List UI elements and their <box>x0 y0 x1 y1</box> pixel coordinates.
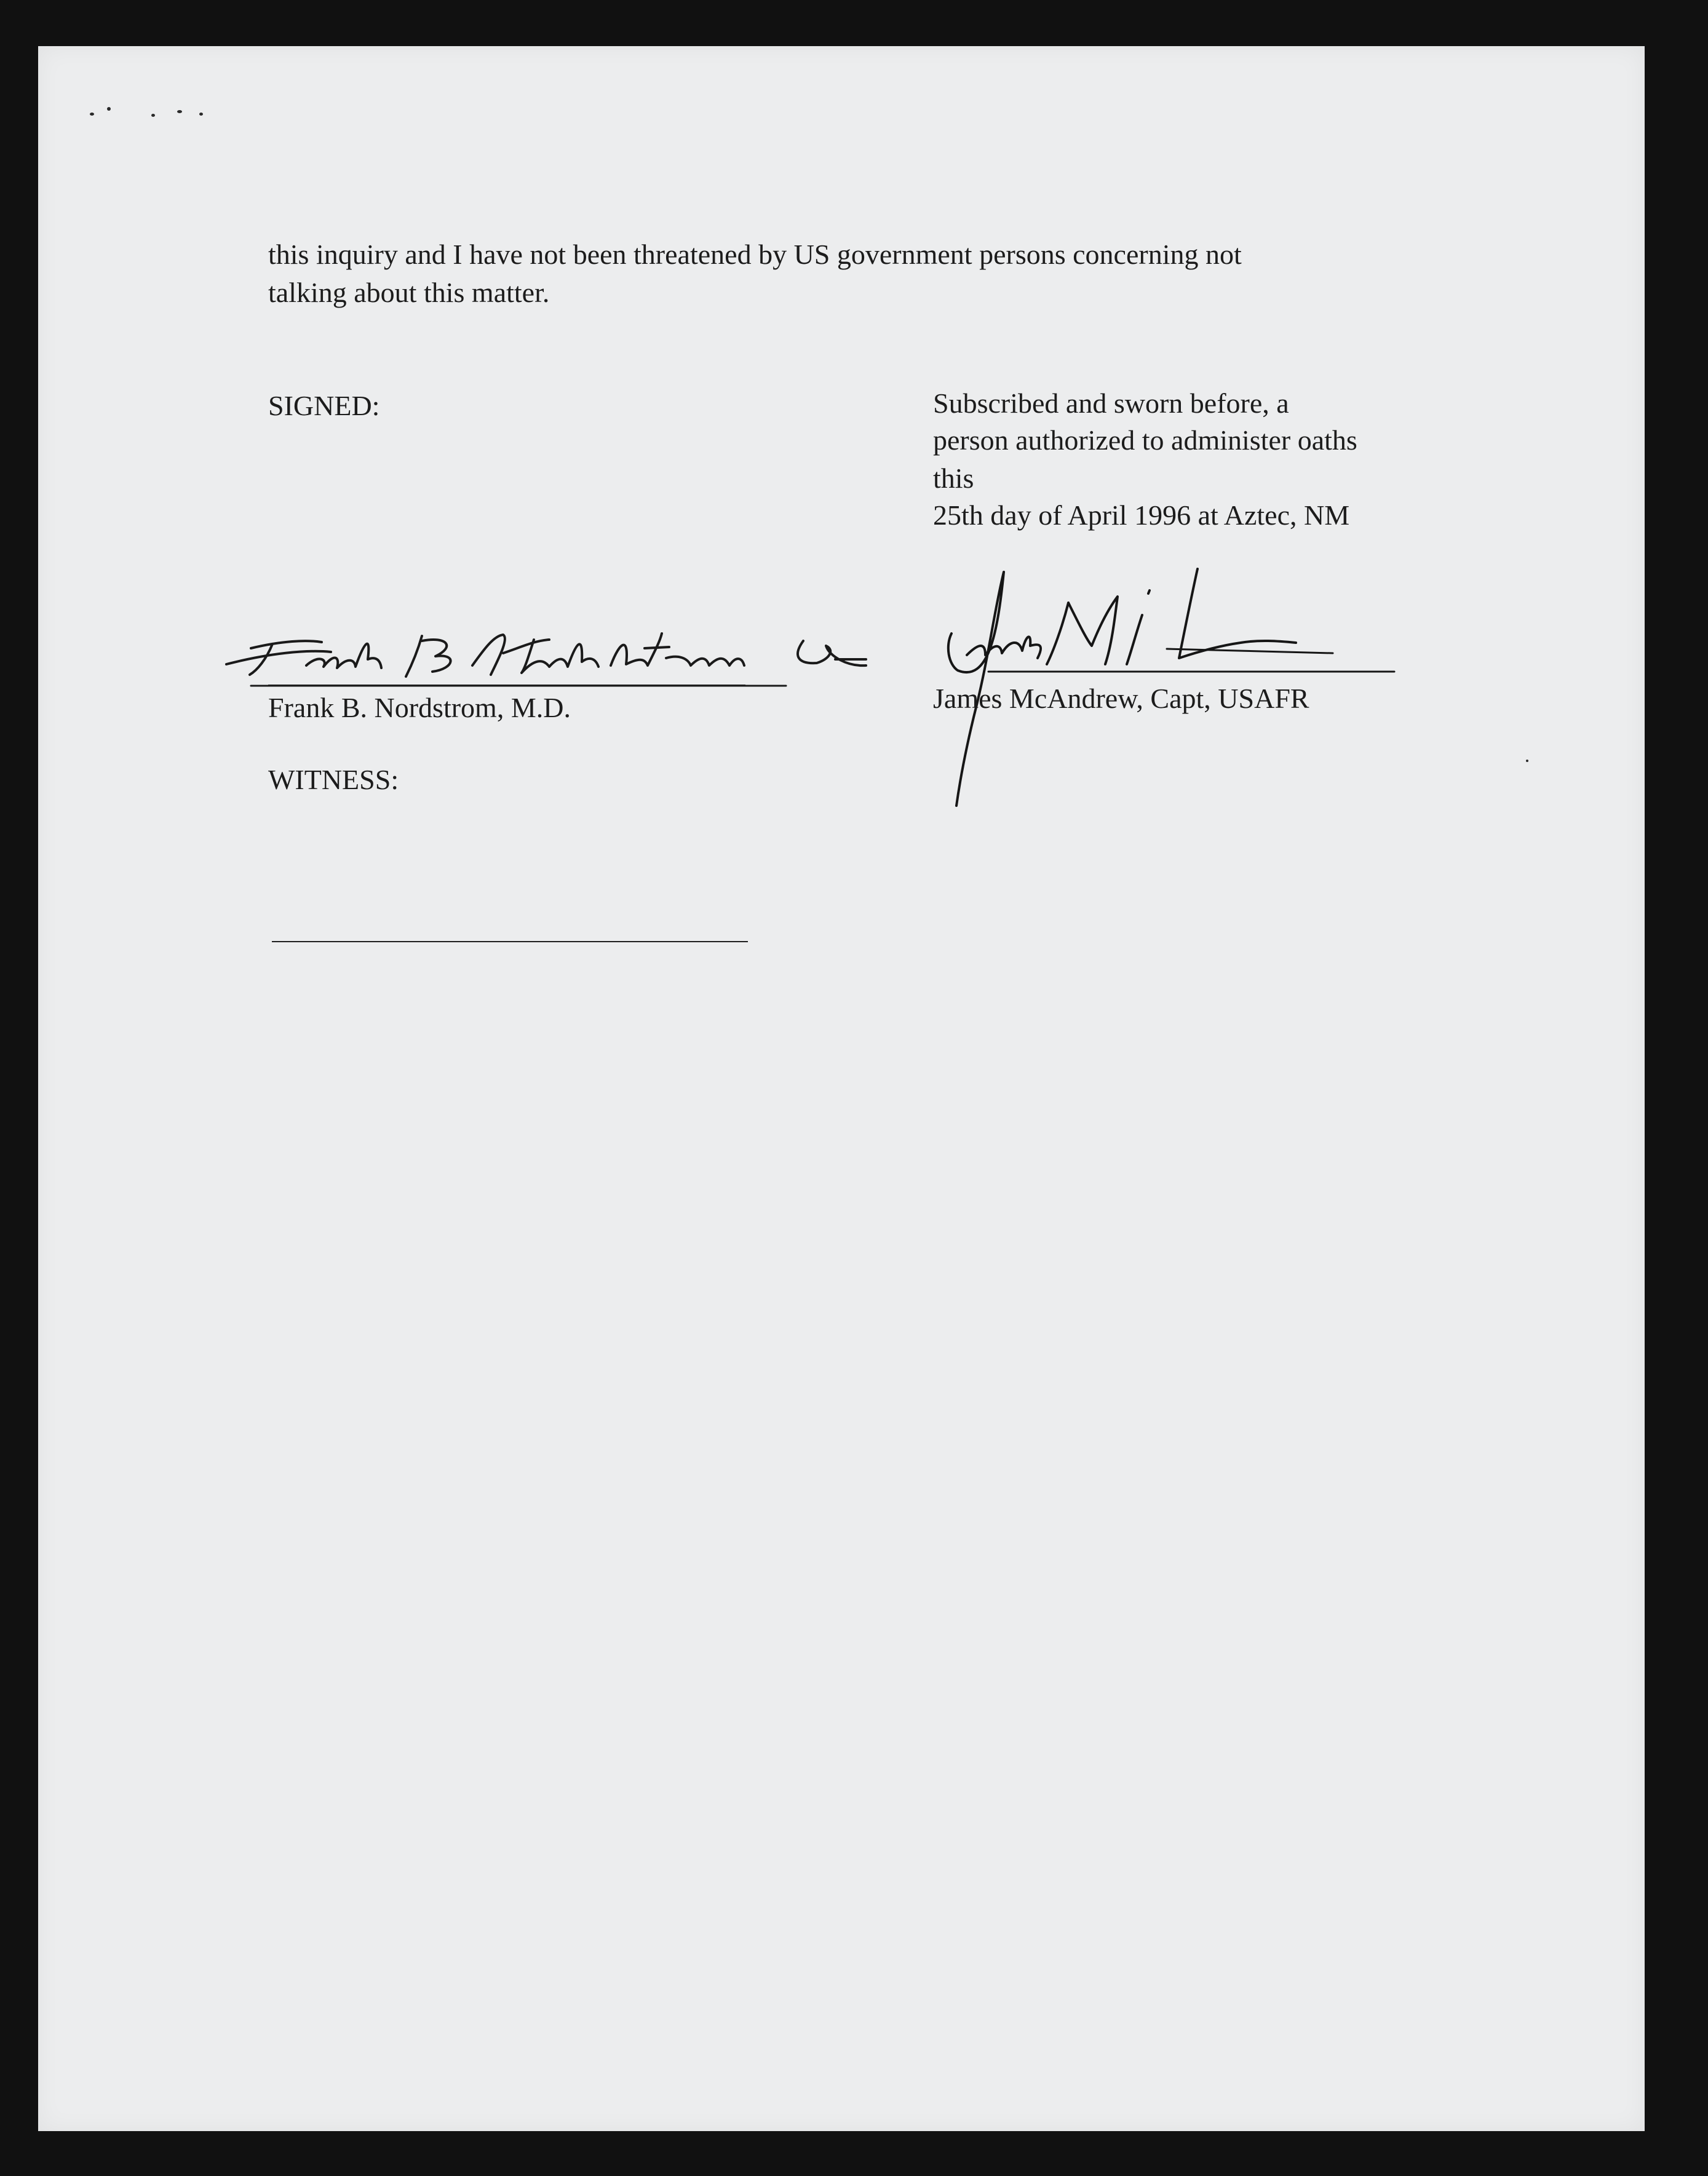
stray-mark <box>1526 760 1528 762</box>
signer-line <box>268 685 745 686</box>
witness-label: WITNESS: <box>268 764 399 795</box>
signed-label: SIGNED: <box>268 390 380 421</box>
signature-nordstrom <box>214 622 903 690</box>
body-text-line-2: talking about this matter. <box>268 277 550 308</box>
notary-text-line-2: person authorized to administer oaths <box>933 424 1357 456</box>
notary-text-line-1: Subscribed and sworn before, a <box>933 387 1289 419</box>
witness-signature-line <box>272 941 748 942</box>
stray-mark <box>90 113 94 116</box>
signer-name: Frank B. Nordstrom, M.D. <box>268 692 571 723</box>
stray-mark <box>177 110 182 113</box>
officer-name: James McAndrew, Capt, USAFR <box>933 683 1309 714</box>
notary-text-line-4: 25th day of April 1996 at Aztec, NM <box>933 499 1350 531</box>
stray-mark <box>107 107 111 111</box>
stray-mark <box>199 113 203 116</box>
notary-text-line-3: this <box>933 463 974 494</box>
stray-mark <box>151 114 155 117</box>
document-page <box>38 46 1645 2131</box>
body-text-line-1: this inquiry and I have not been threatened by US government persons concerning not <box>268 239 1242 270</box>
